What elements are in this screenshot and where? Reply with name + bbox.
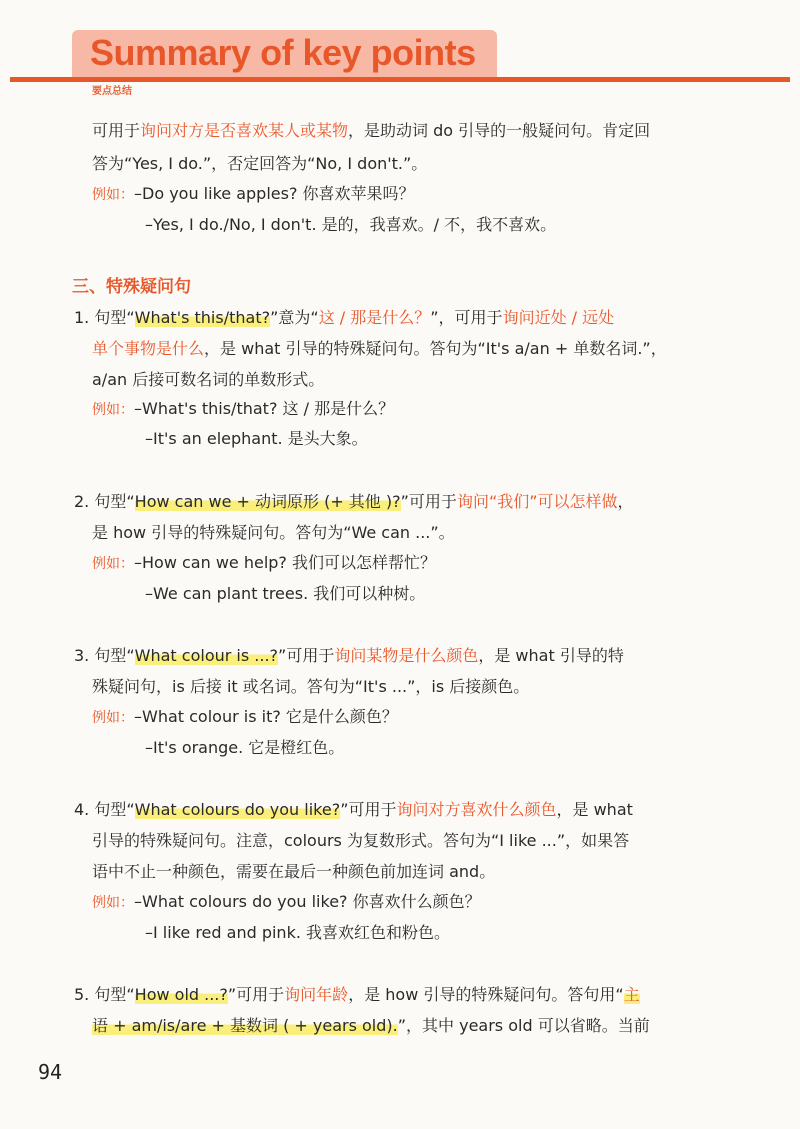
text: ”可用于	[400, 492, 457, 511]
sentence-pattern: What's this/that?	[134, 308, 271, 327]
example-text: –What colours do you like? 你喜欢什么颜色？	[134, 892, 481, 911]
intro-example-1	[92, 183, 415, 206]
sentence-pattern: What colour is ...?	[134, 646, 279, 665]
item-3-example-1	[92, 706, 398, 729]
highlight-text: 这 / 那是什么？	[318, 308, 431, 327]
sentence-pattern: What colours do you like?	[134, 800, 341, 819]
section-title: 三、特殊疑问句	[72, 277, 191, 297]
text: ”，可用于	[430, 308, 503, 327]
item-4-example-1	[92, 891, 481, 914]
sentence-pattern: 语 + am/is/are + 基数词 ( + years old).	[92, 1016, 398, 1035]
page-subtitle: 要点总结	[92, 86, 132, 97]
highlight-text: 单个事物是什么	[92, 339, 205, 358]
text: 4. 句型“	[74, 800, 135, 819]
text: 可用于	[92, 121, 141, 140]
text: ”可用于	[227, 985, 285, 1004]
text: 1. 句型“	[74, 308, 135, 327]
item-5-line-2	[92, 1015, 650, 1037]
sentence-pattern: How can we + 动词原形 (+ 其他 )?	[134, 492, 401, 511]
item-1-line-2	[92, 338, 667, 360]
example-label: 例如：	[92, 556, 134, 572]
text: ”可用于	[278, 646, 335, 665]
item-5-line-1	[74, 984, 640, 1006]
item-4-example-2: –I like red and pink. 我喜欢红色和粉色。	[145, 923, 451, 942]
intro-example-2: –Yes, I do./No, I don't. 是的，我喜欢。/ 不，我不喜欢。	[145, 215, 557, 234]
highlight-text: 询问某物是什么颜色	[334, 646, 479, 665]
example-text: –How can we help? 我们可以怎样帮忙？	[134, 553, 437, 572]
highlight-text: 询问对方喜欢什么颜色	[396, 800, 557, 819]
highlight-text: 询问年龄	[284, 985, 349, 1004]
example-text: –What colour is it? 它是什么颜色？	[134, 707, 398, 726]
example-label: 例如：	[92, 710, 134, 726]
text: ，是 what 引导的特殊疑问句。答句为“It's a/an + 单数名词.”，	[204, 339, 667, 358]
text: ”可用于	[340, 800, 397, 819]
text: ，是 what	[556, 800, 633, 819]
text: ，是 how 引导的特殊疑问句。答句用“	[348, 985, 624, 1004]
item-1-example-1	[92, 398, 394, 421]
intro-line-1	[92, 120, 650, 142]
text: ”意为“	[270, 308, 319, 327]
text: ”，其中 years old 可以省略。当前	[397, 1016, 650, 1035]
item-1-line-3: a/an 后接可数名词的单数形式。	[92, 370, 325, 389]
text: ，	[617, 492, 634, 511]
item-3-example-2: –It's orange. 它是橙红色。	[145, 738, 345, 757]
example-text: –Do you like apples? 你喜欢苹果吗？	[134, 184, 415, 203]
text: ，是助动词 do 引导的一般疑问句。肯定回	[348, 121, 651, 140]
page-title: Summary of key points	[90, 32, 476, 73]
item-2-line-1	[74, 491, 634, 513]
item-4-line-3: 语中不止一种颜色，需要在最后一种颜色前加连词 and。	[92, 862, 496, 881]
text: ，是 what 引导的特	[478, 646, 624, 665]
example-label: 例如：	[92, 402, 134, 418]
item-3-line-2: 殊疑问句，is 后接 it 或名词。答句为“It's ...”，is 后接颜色。	[92, 677, 530, 696]
highlight-text: 询问“我们”可以怎样做	[456, 492, 618, 511]
highlight-text: 询问近处 / 远处	[502, 308, 615, 327]
item-2-example-2: –We can plant trees. 我们可以种树。	[145, 584, 426, 603]
text: 2. 句型“	[74, 492, 135, 511]
highlight-text: 询问对方是否喜欢某人或某物	[140, 121, 349, 140]
highlight-text: 主	[623, 985, 640, 1004]
example-text: –What's this/that? 这 / 那是什么？	[134, 399, 395, 418]
example-label: 例如：	[92, 895, 134, 911]
item-3-line-1	[74, 645, 624, 667]
item-1-example-2: –It's an elephant. 是头大象。	[145, 429, 368, 448]
item-4-line-2: 引导的特殊疑问句。注意，colours 为复数形式。答句为“I like ...”，如果答	[92, 831, 630, 850]
item-1-line-1	[74, 307, 614, 329]
item-2-example-1	[92, 552, 436, 575]
text: 3. 句型“	[74, 646, 135, 665]
page-number: 94	[38, 1060, 63, 1084]
intro-line-2: 答为“Yes, I do.”，否定回答为“No, I don't.”。	[92, 154, 428, 173]
sentence-pattern: How old ...?	[134, 985, 228, 1004]
item-4-line-1	[74, 799, 633, 821]
example-label: 例如：	[92, 187, 134, 203]
item-2-line-2: 是 how 引导的特殊疑问句。答句为“We can ...”。	[92, 523, 455, 542]
text: 5. 句型“	[74, 985, 135, 1004]
